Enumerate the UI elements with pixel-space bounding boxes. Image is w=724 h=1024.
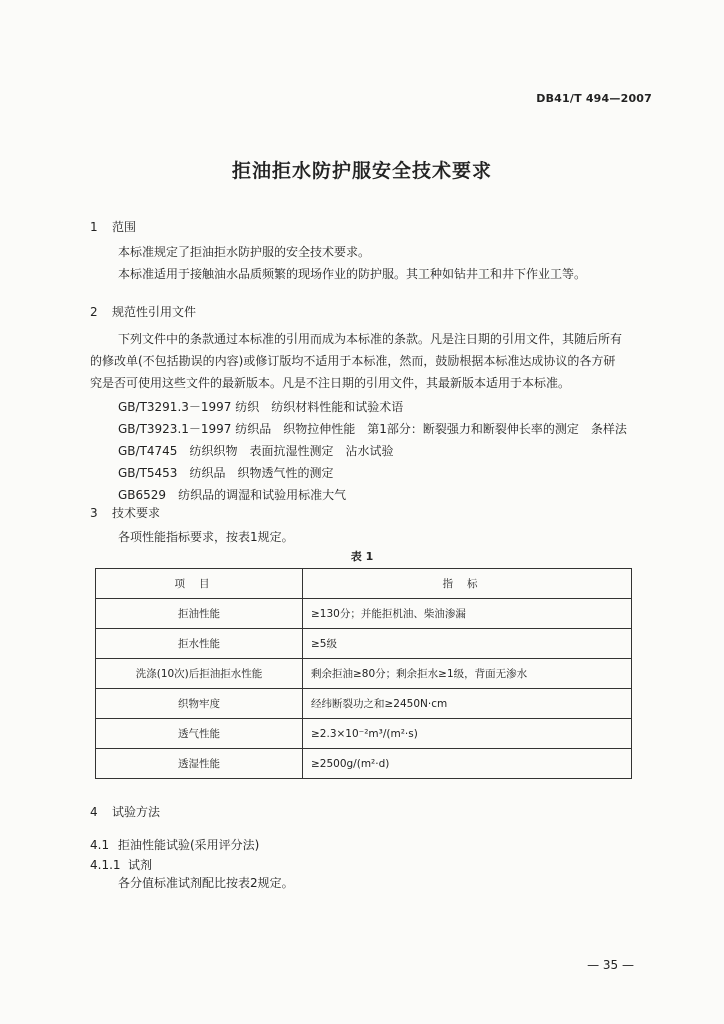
table-cell: ≥5级 bbox=[303, 629, 632, 659]
section-number: 3 bbox=[90, 506, 98, 520]
section-number: 2 bbox=[90, 305, 98, 319]
table-cell: 透湿性能 bbox=[96, 749, 303, 779]
table-row bbox=[96, 749, 632, 779]
table-cell: 拒水性能 bbox=[96, 629, 303, 659]
table-cell: 洗涤(10次)后拒油拒水性能 bbox=[96, 659, 303, 689]
table-header-row bbox=[96, 569, 632, 599]
subsection-number: 4.1.1 bbox=[90, 858, 121, 872]
table-cell: ≥130分；并能拒机油、柴油渗漏 bbox=[303, 599, 632, 629]
requirements-table bbox=[95, 568, 632, 779]
table-cell: 织物牢度 bbox=[96, 689, 303, 719]
table-caption: 表 1 bbox=[350, 550, 374, 563]
column-header: 项目 bbox=[96, 569, 303, 599]
section-number: 1 bbox=[90, 220, 98, 234]
column-header: 指标 bbox=[303, 569, 632, 599]
table-cell: ≥2500g/(m²·d) bbox=[303, 749, 632, 779]
subsection-4-1-heading bbox=[90, 836, 259, 853]
paragraph-line: 下列文件中的条款通过本标准的引用而成为本标准的条款。凡是注日期的引用文件，其随后所有 bbox=[118, 332, 623, 346]
paragraph-line: 的修改单(不包括勘误的内容)或修订版均不适用于本标准，然而，鼓励根据本标准达成协议的各方研 bbox=[90, 354, 616, 368]
paragraph: 各项性能指标要求，按表1规定。 bbox=[118, 530, 294, 544]
reference-item: GB/T3291.3－1997 纺织 纺织材料性能和试验术语 bbox=[118, 400, 404, 414]
subsection-number: 4.1 bbox=[90, 838, 110, 852]
subsection-4-1-1-heading bbox=[90, 856, 152, 873]
document-title: 拒油拒水防护服安全技术要求 bbox=[231, 160, 492, 182]
table-row bbox=[96, 689, 632, 719]
section-number: 4 bbox=[90, 805, 98, 819]
table-row bbox=[96, 629, 632, 659]
reference-item: GB/T4745 纺织织物 表面抗湿性测定 沾水试验 bbox=[118, 444, 394, 458]
table-row bbox=[96, 659, 632, 689]
table-cell: 经纬断裂功之和≥2450N·cm bbox=[303, 689, 632, 719]
reference-item: GB/T3923.1－1997 纺织品 织物拉伸性能 第1部分：断裂强力和断裂伸长率的测定 条样法 bbox=[118, 422, 627, 436]
standard-code: DB41/T 494—2007 bbox=[536, 92, 652, 105]
table-row bbox=[96, 599, 632, 629]
reference-item: GB/T5453 纺织品 织物透气性的测定 bbox=[118, 466, 334, 480]
page-number: — 35 — bbox=[587, 958, 634, 972]
section-title: 试验方法 bbox=[112, 805, 161, 819]
paragraph: 本标准规定了拒油拒水防护服的安全技术要求。 bbox=[118, 245, 371, 259]
section-3-heading bbox=[90, 504, 160, 521]
table-cell: 透气性能 bbox=[96, 719, 303, 749]
paragraph-line: 究是否可使用这些文件的最新版本。凡是不注日期的引用文件，其最新版本适用于本标准。 bbox=[90, 376, 571, 390]
paragraph: 本标准适用于接触油水品质频繁的现场作业的防护服。其工种如钻井工和井下作业工等。 bbox=[118, 267, 587, 281]
reference-item: GB6529 纺织品的调湿和试验用标准大气 bbox=[118, 488, 347, 502]
section-1-heading bbox=[90, 218, 136, 235]
section-4-heading bbox=[90, 803, 160, 820]
section-title: 规范性引用文件 bbox=[112, 305, 197, 319]
table-cell: 剩余拒油≥80分；剩余拒水≥1级，背面无渗水 bbox=[303, 659, 632, 689]
table-cell: ≥2.3×10⁻²m³/(m²·s) bbox=[303, 719, 632, 749]
table-cell: 拒油性能 bbox=[96, 599, 303, 629]
section-2-heading bbox=[90, 303, 196, 320]
paragraph: 各分值标准试剂配比按表2规定。 bbox=[118, 876, 294, 890]
section-title: 技术要求 bbox=[112, 506, 161, 520]
table-row bbox=[96, 719, 632, 749]
subsection-title: 拒油性能试验(采用评分法) bbox=[118, 838, 260, 852]
subsection-title: 试剂 bbox=[128, 858, 153, 872]
section-title: 范围 bbox=[112, 220, 137, 234]
